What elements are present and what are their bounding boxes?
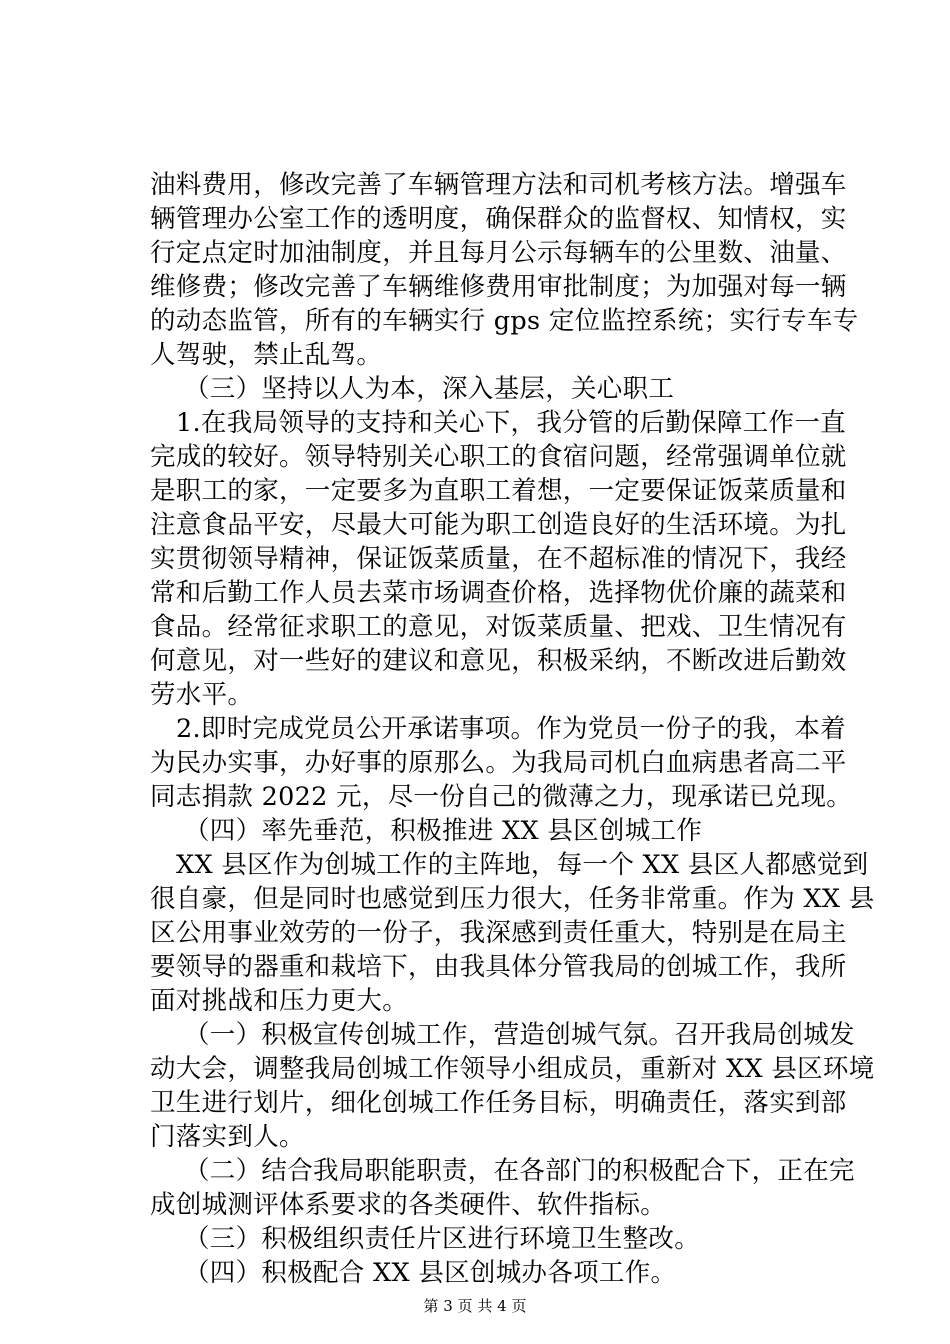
text-line: 区公用事业效劳的一份子，我深感到责任重大，特别是在局主 xyxy=(150,918,847,948)
text-line: 辆管理办公室工作的透明度，确保群众的监督权、知情权，实 xyxy=(150,204,847,234)
section-heading: （四）率先垂范，积极推进 XX 县区创城工作 xyxy=(184,816,703,846)
text-line: 油料费用，修改完善了车辆管理方法和司机考核方法。增强车 xyxy=(150,170,847,200)
text-line: 1.在我局领导的支持和关心下，我分管的后勤保障工作一直 xyxy=(176,408,846,438)
text-line: 维修费；修改完善了车辆维修费用审批制度；为加强对每一辆 xyxy=(150,272,847,302)
text-line: 注意食品平安，尽最大可能为职工创造良好的生活环境。为扎 xyxy=(150,510,847,540)
text-line: 门落实到人。 xyxy=(150,1122,305,1152)
text-line: 常和后勤工作人员去菜市场调查价格，选择物优价廉的蔬菜和 xyxy=(150,578,847,608)
text-line: 成创城测评体系要求的各类硬件、软件指标。 xyxy=(150,1190,667,1220)
text-line: 面对挑战和压力更大。 xyxy=(150,986,409,1016)
text-line: 实贯彻领导精神，保证饭菜质量，在不超标准的情况下，我经 xyxy=(150,544,847,574)
text-line: 何意见，对一些好的建议和意见，积极采纳，不断改进后勤效 xyxy=(150,646,847,676)
text-line: 要领导的器重和栽培下，由我具体分管我局的创城工作，我所 xyxy=(150,952,847,982)
page-footer: 第 3 页 共 4 页 xyxy=(423,1297,527,1315)
text-line: 人驾驶，禁止乱驾。 xyxy=(150,340,383,370)
text-line: 很自豪，但是同时也感觉到压力很大，任务非常重。作为 XX 县 xyxy=(150,884,875,914)
text-line: 行定点定时加油制度，并且每月公示每辆车的公里数、油量、 xyxy=(150,238,847,268)
text-line: XX 县区作为创城工作的主阵地，每一个 XX 县区人都感觉到 xyxy=(176,850,869,880)
text-line: 同志捐款 2022 元，尽一份自己的微薄之力，现承诺已兑现。 xyxy=(150,782,853,812)
text-line: 卫生进行划片，细化创城工作任务目标，明确责任，落实到部 xyxy=(150,1088,847,1118)
text-line: 为民办实事，办好事的原那么。为我局司机白血病患者高二平 xyxy=(150,748,847,778)
section-heading: （三）坚持以人为本，深入基层，关心职工 xyxy=(184,374,675,404)
text-line: 2.即时完成党员公开承诺事项。作为党员一份子的我，本着 xyxy=(176,714,846,744)
text-line: 动大会，调整我局创城工作领导小组成员，重新对 XX 县区环境 xyxy=(150,1054,875,1084)
text-line: 的动态监管，所有的车辆实行 gps 定位监控系统；实行专车专 xyxy=(150,306,859,336)
text-line: （一）积极宣传创城工作，营造创城气氛。召开我局创城发 xyxy=(184,1020,855,1050)
text-line: （四）积极配合 XX 县区创城办各项工作。 xyxy=(184,1258,677,1288)
text-line: 完成的较好。领导特别关心职工的食宿问题，经常强调单位就 xyxy=(150,442,847,472)
text-line: 食品。经常征求职工的意见，对饭菜质量、把戏、卫生情况有 xyxy=(150,612,847,642)
text-line: （三）积极组织责任片区进行环境卫生整改。 xyxy=(184,1224,701,1254)
text-line: 是职工的家，一定要多为直职工着想，一定要保证饭菜质量和 xyxy=(150,476,847,506)
text-line: （二）结合我局职能职责，在各部门的积极配合下，正在完 xyxy=(184,1156,855,1186)
text-line: 劳水平。 xyxy=(150,680,254,710)
